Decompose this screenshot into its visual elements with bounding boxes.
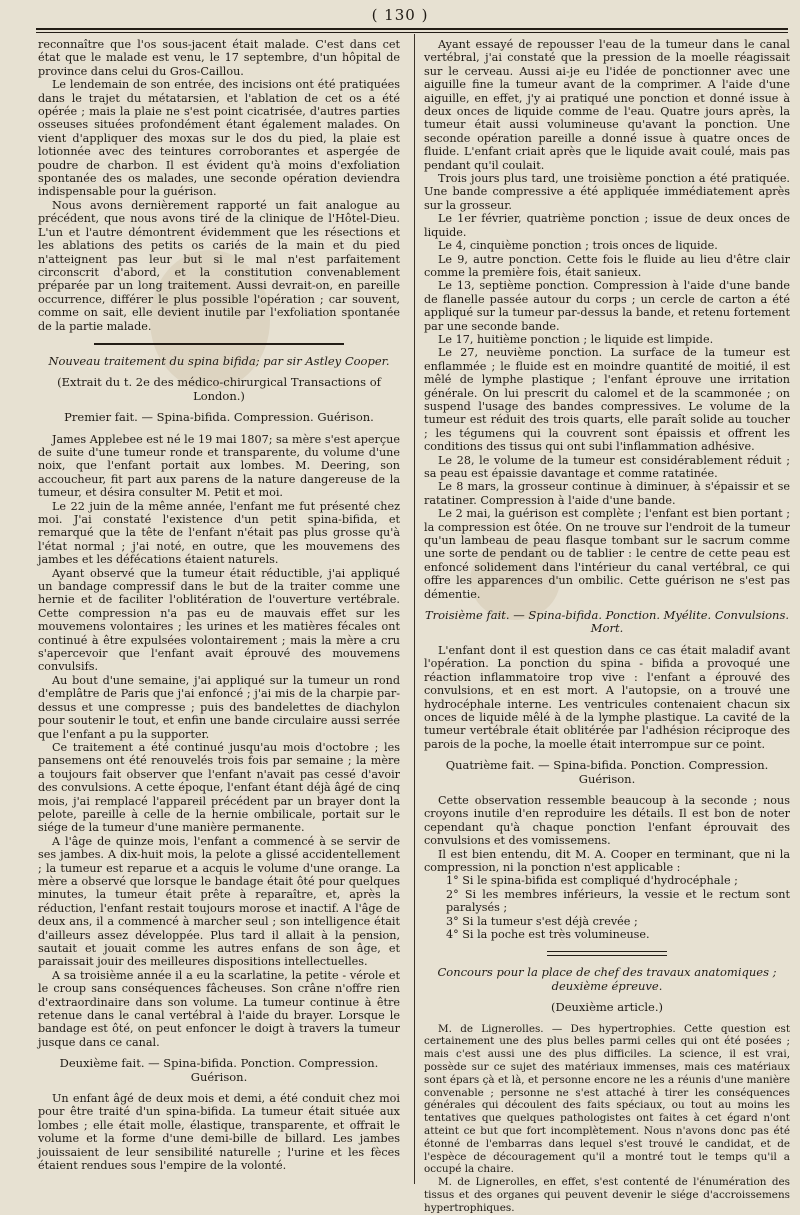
paragraph: M. de Lignerolles, en effet, s'est contenté de l'énumération des tissus et des organes qui peuvent devenir le siége d'accroissemens hypertrophiques. <box>424 1176 790 1214</box>
paragraph: Au bout d'une semaine, j'ai appliqué sur la tumeur un rond d'emplâtre de Paris que j'ai enfoncé ; j'ai mis de la charpie par-dessus et une compresse ; puis des bandelettes de diachylon pour soutenir le tout, et enfin une bande circulaire aussi serrée que l'enfant a pu la supporter. <box>38 673 400 741</box>
paragraph: Cette observation ressemble beaucoup à la seconde ; nous croyons inutile d'en reproduire les détails. Il est bon de noter cependant qu'à chaque ponction l'enfant éprouvait des convulsions et des vomissemens. <box>424 793 790 848</box>
list-item: 1° Si le spina-bifida est compliqué d'hydrocéphale ; <box>446 874 738 888</box>
paragraph: Le 8 mars, la grosseur continue à diminuer, à s'épaissir et se ratatiner. Compression à l'aide d'une bande. <box>424 480 790 507</box>
article-title: Concours pour la place de chef des travaux anatomiques ; deuxième épreuve. <box>437 965 777 993</box>
section-separator <box>94 343 344 345</box>
paragraph: Le 17, huitième ponction ; le liquide est limpide. <box>438 332 714 346</box>
conditions-list <box>424 874 790 941</box>
paragraph: James Applebee est né le 19 mai 1807; sa mère s'est aperçue de suite d'une tumeur ronde et transparente, du volume d'une noix, que l'enfant portait aux lombes. M. Deering, son accoucheur, fit part aux parens de la nature dangereuse de la tumeur, et désira consulter M. Petit et moi. <box>38 432 400 500</box>
paragraph: Ayant essayé de repousser l'eau de la tumeur dans le canal vertébral, j'ai constaté que la pression de la moelle réagissait sur le cerveau. Aussi ai-je eu l'idée de ponctionner avec une aiguille fine la tumeur avant de la comprimer. A l'aide d'une aiguille, en effet, j'y ai pratiqué une ponction et donné issue à deux onces de liquide comme de l'eau. Quatre jours après, la tumeur était aussi volumineuse qu'avant la ponction. Une seconde opération pareille a donné issue à quatre onces de fluide. L'enfant criait après que le liquide avait coulé, mais pas pendant qu'il coulait. <box>424 38 790 172</box>
paragraph: A sa troisième année il a eu la scarlatine, la petite - vérole et le croup sans conséquences fâcheuses. Son crâne n'offre rien d'extraordinaire dans son volume. La tumeur continue à être retenue dans le canal vertébral à l'aide du brayer. Lorsque le bandage est ôté, on peut enfoncer le doigt à travers la tumeur jusque dans ce canal. <box>38 968 400 1049</box>
paragraph: reconnaître que l'os sous-jacent était malade. C'est dans cet état que le malade est venu, le 17 septembre, d'un hôpital de province dans celui du Gros-Caillou. <box>38 38 400 78</box>
article-source: (Extrait du t. 2e des médico-chirurgical Transactions of London.) <box>57 375 381 403</box>
paragraph: Le 27, neuvième ponction. La surface de la tumeur est enflammée ; le fluide est en moindre quantité de moitié, il est mêlé de lymphe plastique ; l'enfant éprouve une irritation générale. On lui prescrit du calomel et de la scammonée ; on suspend l'usage des bandes compressives. Le volume de la tumeur est réduit des trois quarts, elle paraît solide au toucher ; les tégumens qui la couvrent sont épaissis et offrent les conditions des tissus qui ont subi l'inflammation adhésive. <box>424 346 790 454</box>
paragraph: Ce traitement a été continué jusqu'au mois d'octobre ; les pansemens ont été renouvelés trois fois par semaine ; la mère a toujours fait observer que l'enfant n'avait pas cessé d'avoir des convulsions. A cette époque, l'enfant étant déjà âgé de cinq mois, j'ai remplacé l'appareil précédent par un brayer dont la pelote, pareille à celle de la hernie ombilicale, portait sur le siége de la tumeur d'une manière permanente. <box>38 740 400 835</box>
section-heading: Deuxième fait. — Spina-bifida. Ponction. Compression. Guérison. <box>59 1056 379 1084</box>
paragraph: Le 1er février, quatrième ponction ; issue de deux onces de liquide. <box>424 212 790 239</box>
right-column <box>424 38 790 1215</box>
paragraph: Trois jours plus tard, une troisième ponction a été pratiquée. Une bande compressive a été appliquée immédiatement après sur la grosseur. <box>424 172 790 212</box>
paragraph: M. de Lignerolles. — Des hypertrophies. Cette question est certainement une des plus belles parmi celles qui ont été posées ; mais c'est aussi une des plus difficiles. La science, il est vrai, possède sur ce sujet des matériaux immenses, mais ces matériaux sont épars çà et là, et personne encore ne les a réunis d'une manière convenable ; personne ne s'est attaché à tirer les conséquences générales qui découlent des faits spéciaux, ou tout au moins les tentatives que quelques pathologistes ont faites à cet égard n'ont atteint ce but que fort incomplètement. Nous n'avons donc pas été étonné de l'embarras dans lequel s'est trouvé le candidat, et de l'espèce de découragement qu'il a montré tout le temps qu'il a occupé la chaire. <box>424 1022 790 1176</box>
paragraph: Le 22 juin de la même année, l'enfant me fut présenté chez moi. J'ai constaté l'existence d'un petit spina-bifida, et remarqué que la tête de l'enfant n'était pas plus grosse qu'à l'état normal ; j'ai noté, en outre, que les mouvemens des jambes et les défécations étaient naturels. <box>38 499 400 567</box>
paragraph: Le lendemain de son entrée, des incisions ont été pratiquées dans le trajet du métatarsien, et l'ablation de cet os a été opérée ; mais la plaie ne s'est point cicatrisée, d'autres parties osseuses situées profondément étant également malades. On vient d'appliquer des moxas sur le dos du pied, la plaie est lotionnée avec des teintures corroborantes et aspergée de poudre de charbon. Il est évident qu'à moins d'exfoliation spontanée des os malades, une seconde opération deviendra indispensable pour la guérison. <box>38 78 400 199</box>
paragraph: Le 28, le volume de la tumeur est considérablement réduit ; sa peau est épaissie davantage et comme ratatinée. <box>424 453 790 480</box>
paragraph: Le 4, cinquième ponction ; trois onces de liquide. <box>438 239 718 253</box>
paragraph: Le 13, septième ponction. Compression à l'aide d'une bande de flanelle passée autour du corps ; un cercle de carton a été appliqué sur la tumeur par-dessus la bande, et retenu fortement par une seconde bande. <box>424 279 790 333</box>
paragraph: Le 9, autre ponction. Cette fois le fluide au lieu d'être clair comme la première fois, était sanieux. <box>424 252 790 279</box>
header-rule <box>36 28 788 30</box>
section-separator <box>547 951 667 956</box>
list-item: 4° Si la poche est très volumineuse. <box>446 928 650 941</box>
article-subtitle: (Deuxième article.) <box>551 1000 663 1015</box>
article-title: Nouveau traitement du spina bifida; par sir Astley Cooper. <box>48 353 390 368</box>
column-divider <box>414 34 415 1184</box>
list-item: 3° Si la tumeur s'est déjà crevée ; <box>446 914 638 928</box>
section-heading: Premier fait. — Spina-bifida. Compression. Guérison. <box>64 410 374 425</box>
list-item: 2° Si les membres inférieurs, la vessie et le rectum sont paralysés ; <box>446 887 790 915</box>
paragraph: Nous avons dernièrement rapporté un fait analogue au précédent, que nous avons tiré de la clinique de l'Hôtel-Dieu. L'un et l'autre démontrent évidemment que les résections et les ablations des petits os cariés de la main et du pied n'atteignent pas leur but si le mal n'est parfaitement circonscrit d'abord, et la constitution convenablement préparée par un long traitement. Aussi devrait-on, en pareille occurrence, différer le plus possible l'opération ; car souvent, comme on sait, elle devient inutile par l'exfoliation spontanée de la partie malade. <box>38 198 400 333</box>
paragraph: A l'âge de quinze mois, l'enfant a commencé à se servir de ses jambes. A dix-huit mois, la pelote a glissé accidentellement ; la tumeur est reparue et a acquis le volume d'une orange. La mère a observé que lorsque le bandage était ôté pour quelques minutes, la tumeur était prête à reparaître, et, après la réduction, l'enfant restait toujours morose et inactif. A l'âge de deux ans, il a commencé à marcher seul ; son intelligence était d'ailleurs assez développée. Plus tard il allait à la pension, sautait et jouait comme les autres enfans de son âge, et paraissait jouir des meilleures dispositions intellectuelles. <box>38 834 400 969</box>
section-heading: Troisième fait. — Spina-bifida. Ponction. Myélite. Convulsions. Mort. <box>424 608 790 636</box>
section-heading: Quatrième fait. — Spina-bifida. Ponction. Compression. Guérison. <box>445 758 769 786</box>
paragraph: Ayant observé que la tumeur était réductible, j'ai appliqué un bandage compressif dans le but de la traiter comme une hernie et de faciliter l'oblitération de l'ouverture vertébrale. Cette compression n'a pas eu de mauvais effet sur les mouvemens volontaires ; les urines et les matières fécales ont continué à être expulsées volontairement ; mais la mère a cru s'apercevoir que l'enfant avait éprouvé des mouvemens convulsifs. <box>38 566 400 674</box>
page-number: ( 130 ) <box>371 6 429 24</box>
paragraph: Le 2 mai, la guérison est complète ; l'enfant est bien portant ; la compression est ôtée. On ne trouve sur l'endroit de la tumeur qu'un lambeau de peau flasque tombant sur le sacrum comme une sorte de pendant ou de tablier : le centre de cette peau est enfoncé solidement dans l'intérieur du canal vertébral, ce qui offre les apparences d'un ombilic. Cette guérison ne s'est pas démentie. <box>424 507 790 601</box>
paragraph: Il est bien entendu, dit M. A. Cooper en terminant, que ni la compression, ni la ponction n'est applicable : <box>424 847 790 874</box>
left-column <box>38 38 400 1173</box>
header-rule-thin <box>36 32 788 33</box>
paragraph: Un enfant âgé de deux mois et demi, a été conduit chez moi pour être traité d'un spina-bifida. La tumeur était située aux lombes ; elle était molle, élastique, transparente, et offrait le volume et la forme d'une demi-bille de billard. Les jambes jouissaient de leur sensibilité naturelle ; l'urine et les fèces étaient rendues sous l'empire de la volonté. <box>38 1092 400 1173</box>
paragraph: L'enfant dont il est question dans ce cas était maladif avant l'opération. La ponction du spina - bifida a provoqué une réaction inflammatoire trop vive : l'enfant a éprouvé des convulsions, et en est mort. A l'autopsie, on a trouvé une hydrocéphale interne. Les ventricules contenaient chacun six onces de liquide mêlé à de la lymphe plastique. La cavité de la tumeur vertébrale était oblitérée par l'adhésion réciproque des parois de la poche, la moelle était interrompue sur ce point. <box>424 643 790 751</box>
